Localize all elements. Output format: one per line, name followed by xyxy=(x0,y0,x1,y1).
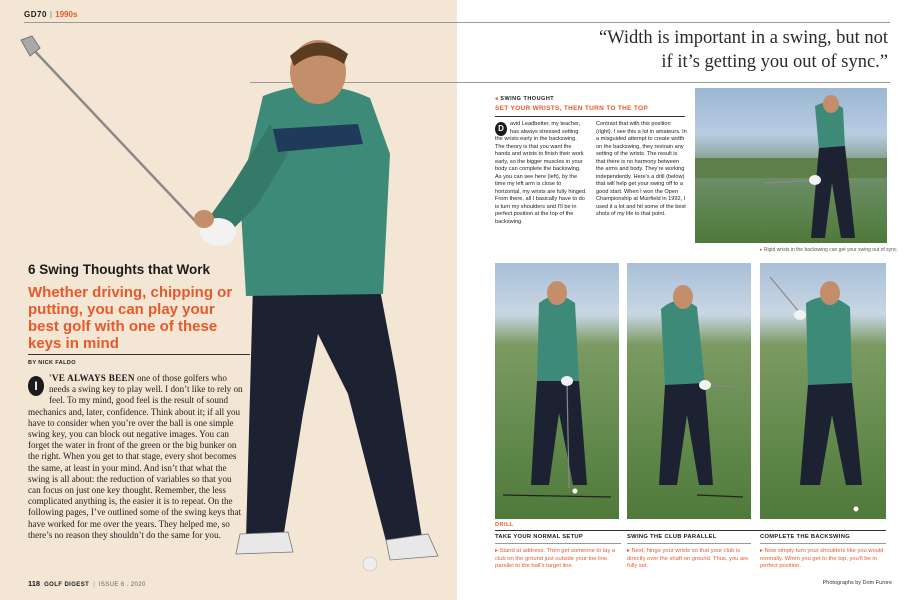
drill-step-title: SWING THE CLUB PARALLEL xyxy=(627,534,717,540)
drill-rule xyxy=(495,530,886,531)
drill-photo-parallel xyxy=(627,263,751,519)
drill-step-title: COMPLETE THE BACKSWING xyxy=(760,534,851,540)
section-year: 1990s xyxy=(55,10,78,19)
drill-step-3: COMPLETE THE BACKSWING ▸ Now simply turn your shoulders like you would normally. When you get to the top, you’ll be in perfect position. xyxy=(760,534,886,571)
article-dek: Whether driving, chipping or putting, you can play your best golf with one of these keys in mind xyxy=(28,284,233,352)
photo-credit: Photographs by Dom Furore xyxy=(822,580,892,586)
header-rule xyxy=(24,22,890,23)
thought-column-2: Contrast that with this position (right). I see this a lot in amateurs. In a misguided attempt to create width on the backswing, they restrain any setting of the wrists. The result is that there is no harmony between the arms and body. They’re working independently. Here’s a drill (below) that will help get your swing off to a good start. When I won the Open Championship at Muirfield in 1992, I used it a lot and hit some of the best shots of my life to that point. xyxy=(596,121,687,217)
thought-col1-text: avid Leadbetter, my teacher, has always stressed setting the wrists early in the backswing. The theory is that you want the hands and wrists to finish their work early, so the bigger muscles in your body can complete the backswing. As you can see here (left), by the time my left arm is close to horizontal, my wrists are fully hinged. From there, all I basically have to do is turn my shoulders and I’ll be in perfect position at the top of the backswing. xyxy=(495,121,587,225)
subhead-rule xyxy=(495,116,685,117)
photo-caption: ▸ Rigid wrists in the backswing can get your swing out of sync. xyxy=(760,247,898,253)
rigid-wrists-photo xyxy=(695,88,887,243)
drill-step-title: TAKE YOUR NORMAL SETUP xyxy=(495,534,584,540)
section-header: GD70 | 1990s xyxy=(24,10,78,19)
drill-photo-setup xyxy=(495,263,619,519)
drill-step-1: TAKE YOUR NORMAL SETUP ▸ Stand at address. Then get someone to lay a club on the ground just outside your toe line, parallel to the ball’s target line. xyxy=(495,534,621,571)
issue-label: ISSUE 6 . 2020 xyxy=(98,582,146,588)
thought-drop-cap: D xyxy=(495,122,507,136)
swing-thought-subhead: SET YOUR WRISTS, THEN TURN TO THE TOP xyxy=(495,105,649,112)
body-text: one of those golfers who needs a swing key to play well. I don’t like to rely on feel. To my mind, good feel is the result of sound mechanics and, later, confidence. Think about it; if all you have to consider when you’re over the ball is one simple swing key, you can block out negative images. You can forget the water in front of the green or the big bunker on the right. When you get to that stage, every shot becomes the same, at least in your mind. And isn’t that what the swing is all about: the reduction of variables so that you can focus on just one key thought. Remember, the less complicated anything is, the easier it is to repeat. On the following pages, I’ve outlined some of the swing keys that have worked for me over the years. They helped me, so there’s no reason they shouldn’t do the same for you. xyxy=(28,373,243,540)
page-number: 118 xyxy=(28,579,41,588)
thought-column-1 xyxy=(495,121,587,226)
drill-label: DRILL xyxy=(495,522,514,528)
byline-rule xyxy=(28,354,250,355)
article-headline: 6 Swing Thoughts that Work xyxy=(28,262,210,277)
drop-cap: I xyxy=(28,376,44,396)
drill-step-text: Stand at address. Then get someone to lay a club on the ground just outside your toe line, parallel to the ball’s target line. xyxy=(495,548,616,570)
article-body xyxy=(28,373,244,541)
magazine-name: GOLF DIGEST xyxy=(44,582,90,588)
section-label: GD70 xyxy=(24,10,47,19)
photo-caption-text: Rigid wrists in the backswing can get your swing out of sync. xyxy=(763,247,898,253)
drill-step-2: SWING THE CLUB PARALLEL ▸ Next, hinge your wrists so that your club is directly over the shaft on ground. Thus, you are fully set. xyxy=(627,534,751,571)
byline: BY NICK FALDO xyxy=(28,360,76,366)
kicker-label: SWING THOUGHT xyxy=(500,96,555,102)
drill-step-text: Next, hinge your wrists so that your club is directly over the shaft on ground. Thus, you are fully set. xyxy=(627,548,749,570)
swing-thought-kicker: ◂ SWING THOUGHT xyxy=(495,96,555,102)
lead-caps: 'VE ALWAYS BEEN xyxy=(49,373,135,383)
folio: 118 GOLF DIGEST | ISSUE 6 . 2020 xyxy=(28,579,146,588)
drill-step-text: Now simply turn your shoulders like you would normally. When you get to the top, you’ll be in perfect position. xyxy=(760,548,884,570)
drill-photo-backswing xyxy=(760,263,886,519)
pull-quote: “Width is important in a swing, but not if it’s getting you out of sync.” xyxy=(598,28,888,72)
